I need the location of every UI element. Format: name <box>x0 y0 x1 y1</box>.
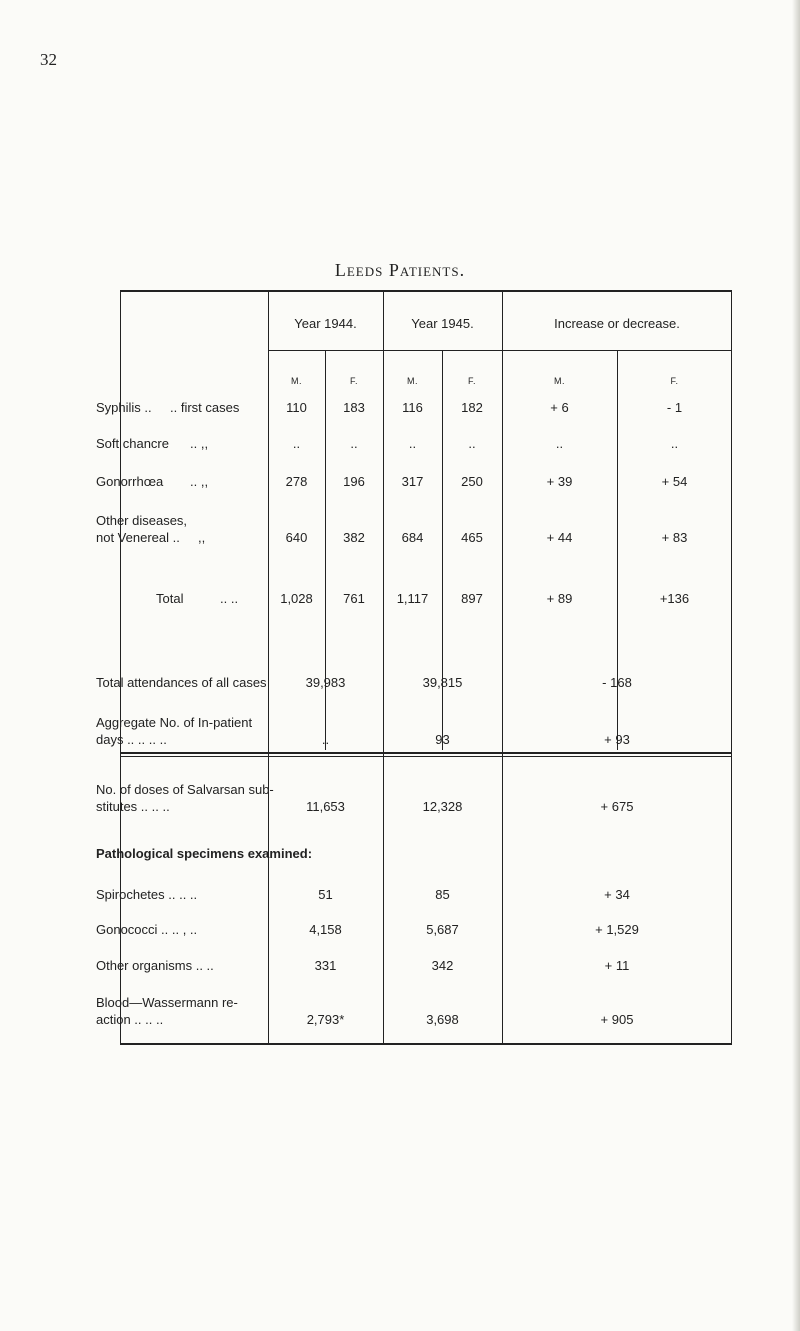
page-number: 32 <box>40 50 57 69</box>
cell: 640 <box>285 530 308 545</box>
cell: 761 <box>343 591 365 606</box>
cell: 51 <box>318 887 333 902</box>
table-bottom-border <box>120 1043 732 1045</box>
lower-label: Blood—Wassermann re- <box>96 995 238 1010</box>
cell: - 1 <box>666 400 683 415</box>
cell: 93 <box>435 732 450 747</box>
cell: + 44 <box>546 530 573 545</box>
cell: + 89 <box>546 591 573 606</box>
row-sublabel: .. .. <box>220 591 239 606</box>
m-1944: M. <box>291 376 302 386</box>
row-sublabel: .. ,, <box>190 474 209 489</box>
cell: + 54 <box>661 474 688 489</box>
cell: .. <box>350 436 358 451</box>
change-header: Increase or decrease. <box>554 316 680 331</box>
page-edge-shadow <box>792 0 800 1331</box>
year-1944-header: Year 1944. <box>294 316 357 331</box>
cell: 342 <box>431 958 454 973</box>
cell: 2,793* <box>306 1012 345 1027</box>
cell: 382 <box>343 530 365 545</box>
cell: 1,117 <box>396 591 429 606</box>
cell: 11,653 <box>306 799 345 814</box>
cell: + 11 <box>604 958 630 973</box>
cell: 331 <box>314 958 337 973</box>
m-1945: M. <box>407 376 418 386</box>
cell: 317 <box>401 474 424 489</box>
cell: + 83 <box>661 530 688 545</box>
cell: .. <box>555 436 564 451</box>
cell: + 6 <box>550 400 569 415</box>
cell: 39,983 <box>305 675 346 690</box>
cell: 1,028 <box>280 591 313 606</box>
table-mid-border <box>120 752 732 754</box>
lower-label: Gonococci .. .. , .. <box>96 922 198 937</box>
pathological-heading: Pathological specimens examined: <box>96 846 313 861</box>
header-underline <box>268 350 732 351</box>
cell: .. <box>292 436 301 451</box>
cell: 196 <box>343 474 365 489</box>
cell: + 905 <box>600 1012 634 1027</box>
lower-label: Total attendances of all cases <box>96 675 267 690</box>
cell: +136 <box>659 591 690 606</box>
cell: 465 <box>461 530 483 545</box>
table-mid-border-2 <box>120 756 732 757</box>
m-change: M. <box>554 376 565 386</box>
lower-label-line2: stitutes .. .. .. <box>96 799 170 814</box>
cell: 3,698 <box>426 1012 459 1027</box>
cell: + 1,529 <box>595 922 639 937</box>
table-top-border <box>120 290 732 292</box>
lower-label-line2: action .. .. .. <box>96 1012 164 1027</box>
cell: 110 <box>286 400 307 415</box>
row-label: Syphilis .. <box>96 400 152 415</box>
lower-label: No. of doses of Salvarsan sub- <box>96 782 274 797</box>
cell: 183 <box>343 400 365 415</box>
cell: 12,328 <box>422 799 463 814</box>
total-label: Total <box>156 591 184 606</box>
row-label: Gonorrhœa <box>96 474 164 489</box>
row-sublabel: ,, <box>198 530 206 545</box>
row-label-line2: not Venereal .. <box>96 530 180 545</box>
cell: - 168 <box>602 675 632 690</box>
cell: .. <box>670 436 679 451</box>
cell: .. <box>321 732 330 747</box>
row-sublabel: .. ,, <box>190 436 209 451</box>
cell: + 34 <box>604 887 630 902</box>
row-sublabel: .. first cases <box>170 400 240 415</box>
lower-label: Other organisms .. .. <box>96 958 214 973</box>
cell: 39,815 <box>422 675 463 690</box>
cell: 250 <box>461 474 483 489</box>
cell: 116 <box>402 400 423 415</box>
cell: 5,687 <box>426 922 459 937</box>
f-1944: F. <box>349 376 358 386</box>
cell: .. <box>468 436 476 451</box>
page-title: Leeds Patients. <box>334 260 466 280</box>
year-1945-header: Year 1945. <box>411 316 474 331</box>
lower-label: Spirochetes .. .. .. <box>96 887 198 902</box>
cell: 4,158 <box>309 922 342 937</box>
row-label: Soft chancre <box>96 436 169 451</box>
cell: + 39 <box>546 474 573 489</box>
lower-label: Aggregate No. of In-patient <box>96 715 253 730</box>
cell: 85 <box>435 887 450 902</box>
cell: 684 <box>401 530 424 545</box>
f-1945: F. <box>467 376 476 386</box>
cell: + 675 <box>600 799 634 814</box>
lower-label-line2: days .. .. .. .. <box>96 732 167 747</box>
f-change: F. <box>670 376 679 386</box>
cell: + 93 <box>604 732 630 747</box>
cell: 278 <box>285 474 308 489</box>
row-label: Other diseases, <box>96 513 188 528</box>
cell: .. <box>408 436 417 451</box>
cell: 897 <box>461 591 483 606</box>
cell: 182 <box>461 400 483 415</box>
